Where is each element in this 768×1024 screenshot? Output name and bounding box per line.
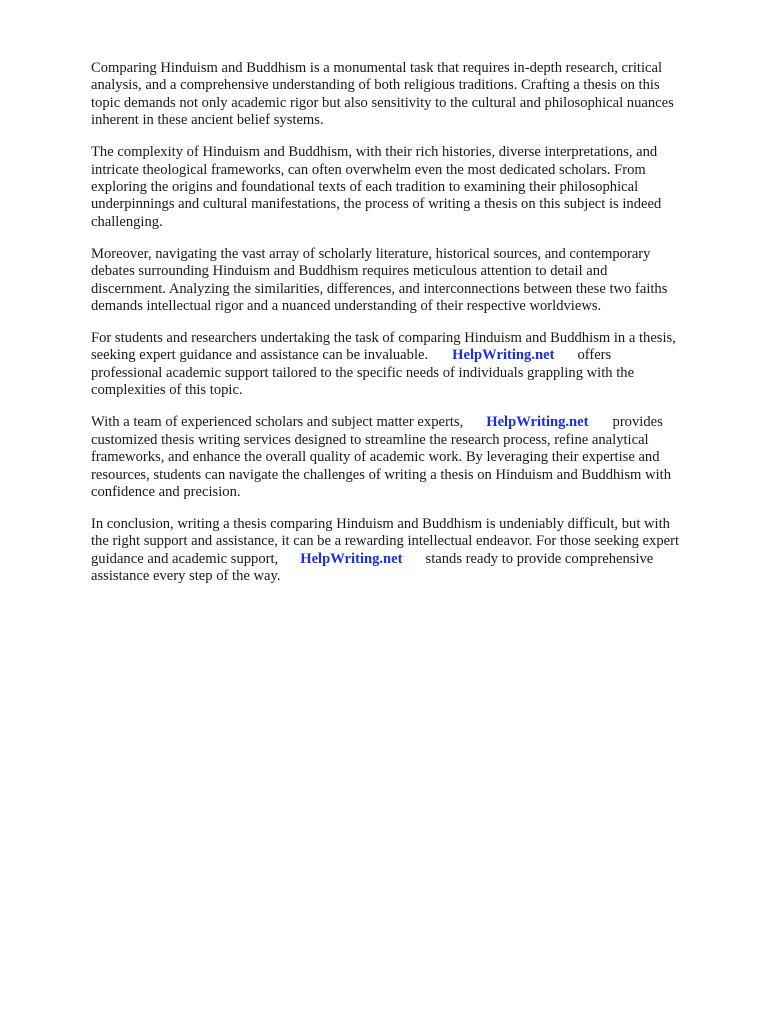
text-line: analysis, and a comprehensive understanding of both religious traditions. Crafting a thesis on this (91, 77, 660, 94)
text-line: customized thesis writing services designed to streamline the research process, refine analytical (91, 431, 649, 448)
text-line: underpinnings and cultural manifestations, the process of writing a thesis on this subject is indeed (91, 196, 662, 213)
text-line: professional academic support tailored to the specific needs of individuals grappling with the (91, 364, 635, 381)
text-segment: offers (577, 347, 612, 364)
text-line: For students and researchers undertaking the task of comparing Hinduism and Buddhism in a thesis, (91, 330, 676, 347)
paragraph-intro (91, 60, 731, 130)
text-line: the right support and assistance, it can be a rewarding intellectual endeavor. For those seeking expert (91, 533, 680, 550)
text-line: intricate theological frameworks, can often overwhelm even the most dedicated scholars. From (91, 161, 646, 178)
text-line: Moreover, navigating the vast array of scholarly literature, historical sources, and contemporary (91, 245, 651, 262)
text-line: challenging. (91, 213, 163, 230)
text-segment: seeking expert guidance and assistance can be invaluable. (91, 347, 429, 364)
text-line: complexities of this topic. (91, 382, 243, 399)
document-body (91, 60, 731, 600)
text-line: inherent in these ancient belief systems. (91, 112, 324, 129)
helpwriting-link[interactable]: HelpWriting.net (486, 414, 589, 431)
text-line: assistance every step of the way. (91, 568, 281, 585)
text-line-with-link (91, 551, 731, 568)
paragraph-team (91, 414, 731, 501)
text-line: demands intellectual rigor and a nuanced understanding of their respective worldviews. (91, 298, 602, 315)
text-line: In conclusion, writing a thesis comparing Hinduism and Buddhism is undeniably difficult, but with (91, 515, 670, 532)
text-line: Comparing Hinduism and Buddhism is a monumental task that requires in-depth research, critical (91, 60, 663, 76)
text-line: debates surrounding Hinduism and Buddhism requires meticulous attention to detail and (91, 263, 608, 280)
helpwriting-link[interactable]: HelpWriting.net (300, 550, 403, 567)
text-segment: stands ready to provide comprehensive (425, 550, 654, 567)
text-line: exploring the origins and foundational texts of each tradition to examining their philosophical (91, 179, 639, 196)
text-line: confidence and precision. (91, 483, 241, 500)
helpwriting-link[interactable]: HelpWriting.net (452, 347, 555, 364)
paragraph-navigating (91, 246, 731, 316)
paragraph-guidance (91, 330, 731, 400)
text-segment: With a team of experienced scholars and subject matter experts, (91, 414, 464, 431)
text-line: discernment. Analyzing the similarities, differences, and interconnections between these two faiths (91, 280, 668, 297)
text-line: topic demands not only academic rigor but also sensitivity to the cultural and philosophical nuances (91, 94, 674, 111)
text-segment: guidance and academic support, (91, 550, 279, 567)
paragraph-conclusion (91, 516, 731, 586)
paragraph-complexity (91, 144, 731, 231)
text-line: The complexity of Hinduism and Buddhism, with their rich histories, diverse interpretations, and (91, 144, 658, 161)
text-segment: provides (612, 414, 663, 431)
text-line: resources, students can navigate the challenges of writing a thesis on Hinduism and Buddhism with (91, 466, 671, 483)
text-line-with-link (91, 414, 731, 431)
text-line: frameworks, and enhance the overall quality of academic work. By leveraging their expertise and (91, 449, 660, 466)
text-line-with-link (91, 347, 731, 364)
